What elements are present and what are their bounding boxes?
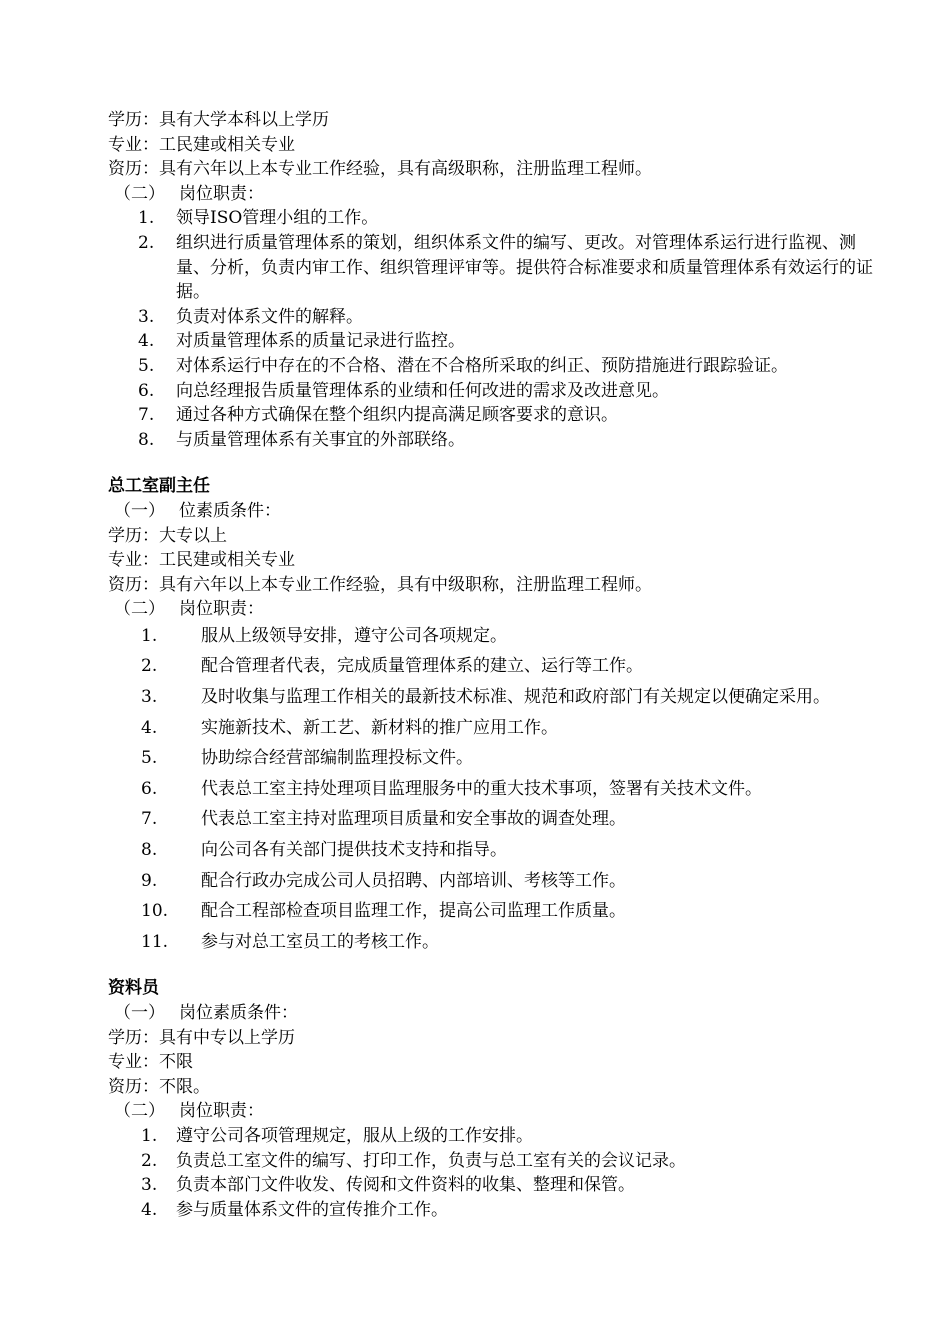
list-item-text: 配合管理者代表，完成质量管理体系的建立、运行等工作。 xyxy=(201,656,643,677)
list-item xyxy=(108,206,878,231)
list-item-number: 9. xyxy=(141,870,158,891)
list-item-text: 负责本部门文件收发、传阅和文件资料的收集、整理和保管。 xyxy=(176,1175,635,1196)
duties-heading-label: 岗位职责： xyxy=(179,599,264,620)
list-item-number: 2. xyxy=(138,232,155,253)
list-item xyxy=(108,354,878,379)
list-item xyxy=(108,624,878,649)
list-item xyxy=(108,1124,878,1149)
major-line: 专业：工民建或相关专业 xyxy=(108,134,295,155)
list-item-number: 4. xyxy=(141,717,158,738)
section-management-rep xyxy=(108,108,878,452)
education-line: 学历：具有中专以上学历 xyxy=(108,1027,295,1048)
qualification-line: 资历：具有六年以上本专业工作经验，具有中级职称，注册监理工程师。 xyxy=(108,574,652,595)
duties-heading-number: （二） xyxy=(114,1101,165,1122)
list-item xyxy=(108,899,878,924)
list-item-text: 与质量管理体系有关事宜的外部联络。 xyxy=(176,429,465,450)
list-item-text: 及时收集与监理工作相关的最新技术标准、规范和政府部门有关规定以便确定采用。 xyxy=(201,687,830,708)
list-item xyxy=(108,329,878,354)
list-item-number: 1. xyxy=(141,1125,158,1146)
list-item-text: 代表总工室主持对监理项目质量和安全事故的调查处理。 xyxy=(201,809,626,830)
list-item-text: 参与质量体系文件的宣传推介工作。 xyxy=(176,1199,448,1220)
list-item xyxy=(108,838,878,863)
list-item xyxy=(108,403,878,428)
list-item xyxy=(108,654,878,679)
list-item-text: 负责总工室文件的编写、打印工作，负责与总工室有关的会议记录。 xyxy=(176,1150,686,1171)
list-item-number: 10. xyxy=(141,901,169,922)
list-item-text: 向公司各有关部门提供技术支持和指导。 xyxy=(201,840,507,861)
list-item xyxy=(108,777,878,802)
list-item-text: 服从上级领导安排，遵守公司各项规定。 xyxy=(201,625,507,646)
conditions-heading-number: （一） xyxy=(114,1003,165,1023)
duties-heading xyxy=(108,1099,878,1124)
list-item-number: 3. xyxy=(138,306,155,327)
list-item xyxy=(108,231,878,305)
qualification-line: 资历：不限。 xyxy=(108,1076,210,1097)
duties-heading-label: 岗位职责： xyxy=(179,1101,264,1122)
list-item xyxy=(108,1173,878,1198)
list-item xyxy=(108,807,878,832)
list-item-text: 配合工程部检查项目监理工作，提高公司监理工作质量。 xyxy=(201,901,626,922)
list-item-number: 5. xyxy=(141,748,158,769)
list-item-text: 向总经理报告质量管理体系的业绩和任何改进的需求及改进意见。 xyxy=(176,380,669,401)
duties-list xyxy=(108,206,878,452)
list-item xyxy=(108,930,878,955)
duties-heading xyxy=(108,597,878,622)
list-item xyxy=(108,716,878,741)
list-item-number: 1. xyxy=(141,625,158,646)
duties-heading-label: 岗位职责： xyxy=(179,183,264,204)
list-item-text: 对质量管理体系的质量记录进行监控。 xyxy=(176,331,465,352)
list-item xyxy=(108,869,878,894)
duties-list xyxy=(108,624,878,955)
list-item-number: 3. xyxy=(141,687,158,708)
major-line: 专业：不限 xyxy=(108,1052,193,1073)
list-item-text: 遵守公司各项管理规定，服从上级的工作安排。 xyxy=(176,1125,533,1146)
list-item-number: 3. xyxy=(141,1175,158,1196)
list-item-number: 11. xyxy=(141,931,169,952)
major-line: 专业：工民建或相关专业 xyxy=(108,550,295,571)
duties-heading-number: （二） xyxy=(114,599,165,620)
list-item xyxy=(108,1149,878,1174)
list-item-number: 6. xyxy=(138,380,155,401)
education-line: 学历：具有大学本科以上学历 xyxy=(108,110,329,130)
list-item-text: 领导ISO管理小组的工作。 xyxy=(176,208,379,229)
list-item-number: 7. xyxy=(138,405,155,426)
education-line: 学历：大专以上 xyxy=(108,525,227,546)
list-item-text: 对体系运行中存在的不合格、潜在不合格所采取的纠正、预防措施进行跟踪验证。 xyxy=(176,355,788,376)
qualification-line: 资历：具有六年以上本专业工作经验，具有高级职称，注册监理工程师。 xyxy=(108,159,652,180)
section-title: 总工室副主任 xyxy=(108,476,210,497)
list-item xyxy=(108,428,878,453)
list-item-text: 通过各种方式确保在整个组织内提高满足顾客要求的意识。 xyxy=(176,405,618,426)
list-item xyxy=(108,379,878,404)
list-item xyxy=(108,305,878,330)
list-item-text: 实施新技术、新工艺、新材料的推广应用工作。 xyxy=(201,717,558,738)
conditions-heading-number: （一） xyxy=(114,500,165,521)
conditions-heading xyxy=(108,499,878,524)
list-item-text: 协助综合经营部编制监理投标文件。 xyxy=(201,748,473,769)
list-item-number: 2. xyxy=(141,1150,158,1171)
list-item-number: 2. xyxy=(141,656,158,677)
list-item-text: 组织进行质量管理体系的策划，组织体系文件的编写、更改。对管理体系运行进行监视、测量、分析，负责内审工作、组织管理评审等。提供符合标准要求和质量管理体系有效运行的证据。 xyxy=(176,232,873,303)
list-item-text: 配合行政办完成公司人员招聘、内部培训、考核等工作。 xyxy=(201,870,626,891)
list-item-number: 1. xyxy=(138,208,155,229)
list-item-text: 参与对总工室员工的考核工作。 xyxy=(201,931,439,952)
conditions-heading xyxy=(108,1001,878,1026)
list-item xyxy=(108,685,878,710)
list-item xyxy=(108,1198,878,1223)
list-item-number: 7. xyxy=(141,809,158,830)
duties-heading xyxy=(108,182,878,207)
list-item-text: 负责对体系文件的解释。 xyxy=(176,306,363,327)
list-item xyxy=(108,746,878,771)
list-item-number: 4. xyxy=(141,1199,158,1220)
conditions-heading-label: 岗位素质条件： xyxy=(179,1003,298,1023)
section-deputy-director xyxy=(108,474,878,954)
duties-list xyxy=(108,1124,878,1222)
section-archivist xyxy=(108,976,878,1222)
list-item-number: 8. xyxy=(138,429,155,450)
duties-heading-number: （二） xyxy=(114,183,165,204)
section-title: 资料员 xyxy=(108,978,159,999)
list-item-number: 5. xyxy=(138,355,155,376)
document-page xyxy=(108,108,878,1222)
list-item-number: 4. xyxy=(138,331,155,352)
list-item-number: 8. xyxy=(141,840,158,861)
list-item-number: 6. xyxy=(141,778,158,799)
list-item-text: 代表总工室主持处理项目监理服务中的重大技术事项，签署有关技术文件。 xyxy=(201,778,762,799)
conditions-heading-label: 位素质条件： xyxy=(179,500,281,521)
